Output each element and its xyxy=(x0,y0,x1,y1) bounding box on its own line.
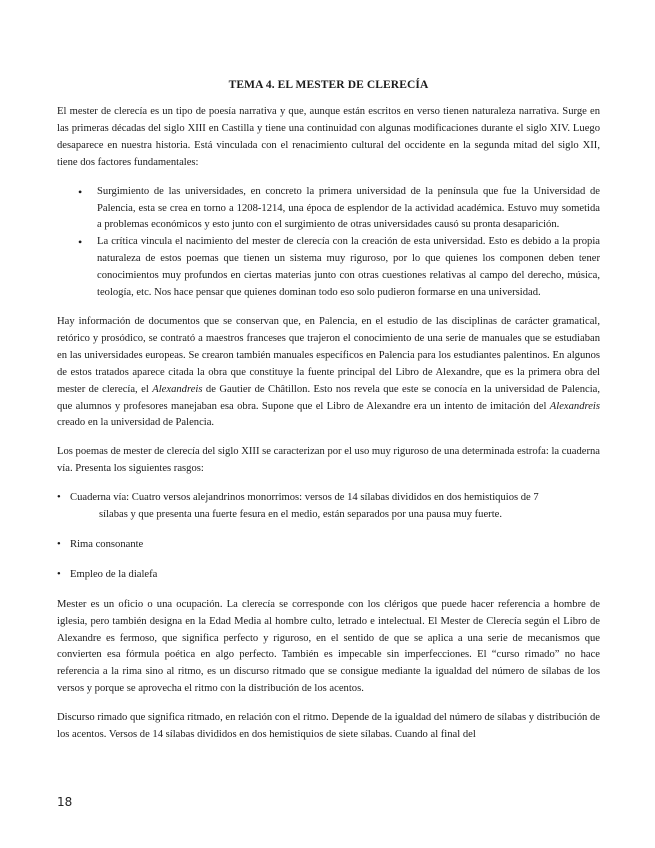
bullet-symbol: • xyxy=(57,492,61,504)
trait-text: Empleo de la dialefa xyxy=(70,568,158,580)
factors-list xyxy=(57,184,600,302)
intro-paragraph: El mester de clerecía es un tipo de poesía narrativa y que, aunque están escritos en verso tienen naturaleza narrativa. Surge en las primeras décadas del siglo XIII en Castilla y tiene una continuidad con algunas modificaciones durante el siglo XIV. Luego desaparece en nuestra historia. Está vinculada con el renacimiento cultural del occidente en la segunda mitad del siglo XII, tiene dos factores fundamentales: xyxy=(57,106,600,168)
factor-item-criticism: • La crítica vincula el nacimiento del mester de clerecía con la creación de esta universidad. Esto es debido a la propia naturaleza de estos poemas que tienen un sistema muy riguroso, por lo que quienes los componen deben tener conocimientos muy profundos en ciertas materias junto con otras cuestiones relativas al campo del derecho, música, teología, etc. Nos hace pensar que quienes dominan todo eso solo pudieron formarse en una universidad. xyxy=(57,234,600,302)
palencia-text-c: creado en la universidad de Palencia. xyxy=(57,417,215,429)
trait-text-line1: Cuaderna vía: Cuatro versos alejandrinos monorrimos: versos de 14 sílabas divididos en dos hemistiquios de 7 xyxy=(70,492,539,504)
trait-item-cuaderna-via xyxy=(57,490,600,524)
trait-item-rima xyxy=(57,537,600,554)
document-body xyxy=(57,104,600,756)
document-title: TEMA 4. EL MESTER DE CLERECÍA xyxy=(228,79,429,91)
trait-text-line2: sílabas y que presenta una fuerte fesura en el medio, están separados por una pausa muy fuerte. xyxy=(99,509,502,521)
page-number: 18 xyxy=(57,795,73,809)
mester-paragraph: Mester es un oficio o una ocupación. La clerecía se corresponde con los clérigos que puede hacer referencia a hombre de iglesia, pero también designa en la Edad Media al hombre culto, letrado e intelectual. El Mester de Clerecía según el Libro de Alexandre es fermoso, que significa perfecto y riguroso, en el sentido de que se aplica a una serie de mecanismos que convierten esa fórmula poética en algo perfecto. También es impecable sin imperfecciones. El “curso rimado” no hace referencia a la rima sino al ritmo, es un discurso ritmado que se consigue mediante la igualdad del número de sílabas de los versos y porque se aprovecha el ritmo con la distribución de los acentos. xyxy=(57,598,600,695)
bullet-symbol: • xyxy=(57,568,61,580)
discurso-paragraph: Discurso rimado que significa ritmado, en relación con el ritmo. Depende de la igualdad del número de sílabas y distribución de los acentos. Versos de 14 sílabas divididos en dos hemistiquios de siete sílabas. Cuando al final del xyxy=(57,712,600,741)
alexandreis-title-1: Alexandreis xyxy=(152,383,203,395)
cuaderna-via-paragraph: Los poemas de mester de clerecía del siglo XIII se caracterizan por el uso muy riguroso de una determinada estrofa: la cuaderna vía. Presenta los siguientes rasgos: xyxy=(57,446,600,475)
trait-text: Rima consonante xyxy=(70,538,144,550)
palencia-paragraph xyxy=(57,314,600,432)
palencia-text-b: de Gautier de Châtillon. Esto nos revela que este se conocía en la universidad de Palencia, que alumnos y profesores manejaban esa obra. Supone que el Libro de Alexandre era un intento de imitación del xyxy=(57,383,600,412)
bullet-symbol: • xyxy=(57,538,61,550)
alexandreis-title-2: Alexandreis xyxy=(549,400,600,412)
factor-item-universities: • Surgimiento de las universidades, en concreto la primera universidad de la península que fue la Universidad de Palencia, esta se crea en torno a 1208-1214, una época de esplendor de la actividad académica. Estuvo muy sometida a problemas económicos y esto junto con el surgimiento de otras universidades causó su pronta desaparición. xyxy=(57,184,600,235)
trait-item-dialefa xyxy=(57,567,600,584)
palencia-text-a: Hay información de documentos que se conservan que, en Palencia, en el estudio de las disciplinas de carácter gramatical, retórico y prosódico, se contrató a maestros franceses que trajeron el conocimiento de una serie de manuales que se estudiaban en las universidades europeas. Se crearon también manuales específicos en Palencia para los estudiantes palentinos. En algunos de estos tratados aparece citada la obra que constituye la fuente principal del Libro de Alexandre, que es la primera obra del mester de clerecía, el xyxy=(57,315,600,395)
